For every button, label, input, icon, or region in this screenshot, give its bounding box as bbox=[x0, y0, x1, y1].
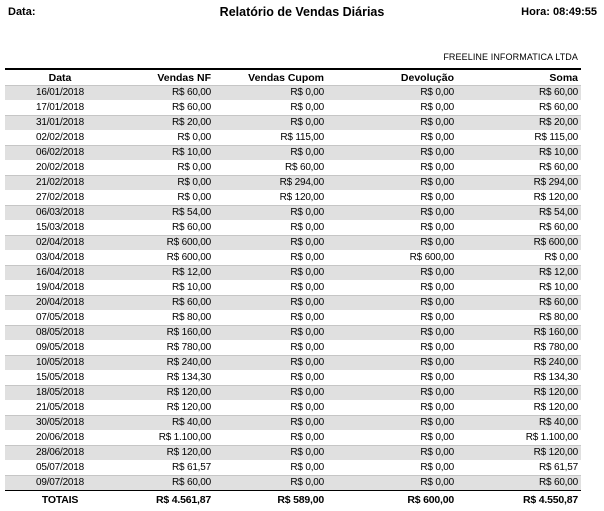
soma-cell: R$ 54,00 bbox=[539, 207, 578, 218]
date-cell: 19/04/2018 bbox=[35, 282, 85, 293]
table-row bbox=[5, 325, 581, 340]
vendas-cupom-cell: R$ 0,00 bbox=[290, 222, 324, 233]
table-row bbox=[5, 355, 581, 370]
vendas-cupom-cell: R$ 0,00 bbox=[290, 417, 324, 428]
vendas-nf-cell: R$ 600,00 bbox=[166, 237, 211, 248]
table-header-row bbox=[5, 69, 581, 85]
date-cell: 06/02/2018 bbox=[35, 147, 85, 158]
devolucao-cell: R$ 0,00 bbox=[420, 162, 454, 173]
vendas-cupom-cell: R$ 0,00 bbox=[290, 357, 324, 368]
soma-cell: R$ 120,00 bbox=[533, 387, 578, 398]
table-header bbox=[5, 69, 581, 85]
devolucao-cell: R$ 0,00 bbox=[420, 297, 454, 308]
soma-cell: R$ 120,00 bbox=[533, 402, 578, 413]
date-cell: 02/04/2018 bbox=[35, 237, 85, 248]
date-cell: 21/02/2018 bbox=[35, 177, 85, 188]
table-row bbox=[5, 280, 581, 295]
table-row bbox=[5, 295, 581, 310]
soma-cell: R$ 780,00 bbox=[533, 342, 578, 353]
vendas-cupom-cell: R$ 0,00 bbox=[290, 207, 324, 218]
table-row bbox=[5, 190, 581, 205]
soma-cell: R$ 60,00 bbox=[539, 162, 578, 173]
soma-cell: R$ 240,00 bbox=[533, 357, 578, 368]
vendas-cupom-cell: R$ 294,00 bbox=[279, 177, 324, 188]
devolucao-cell: R$ 0,00 bbox=[420, 237, 454, 248]
date-cell: 15/03/2018 bbox=[35, 222, 85, 233]
vendas-nf-cell: R$ 40,00 bbox=[172, 417, 211, 428]
total-vendas-nf: R$ 4.561,87 bbox=[115, 491, 214, 509]
table-row bbox=[5, 475, 581, 491]
vendas-cupom-cell: R$ 0,00 bbox=[290, 282, 324, 293]
soma-cell: R$ 134,30 bbox=[533, 372, 578, 383]
vendas-nf-cell: R$ 12,00 bbox=[172, 267, 211, 278]
soma-cell: R$ 115,00 bbox=[534, 132, 578, 143]
soma-cell: R$ 600,00 bbox=[533, 237, 578, 248]
date-cell: 21/05/2018 bbox=[35, 402, 85, 413]
devolucao-cell: R$ 0,00 bbox=[420, 312, 454, 323]
devolucao-cell: R$ 0,00 bbox=[420, 372, 454, 383]
table-row bbox=[5, 430, 581, 445]
vendas-nf-cell: R$ 60,00 bbox=[172, 222, 211, 233]
date-cell: 30/05/2018 bbox=[35, 417, 85, 428]
date-cell: 09/07/2018 bbox=[35, 477, 85, 488]
table-row bbox=[5, 130, 581, 145]
vendas-cupom-cell: R$ 0,00 bbox=[290, 342, 324, 353]
vendas-cupom-cell: R$ 0,00 bbox=[290, 402, 324, 413]
vendas-nf-cell: R$ 160,00 bbox=[166, 327, 211, 338]
vendas-cupom-cell: R$ 0,00 bbox=[290, 372, 324, 383]
vendas-cupom-cell: R$ 0,00 bbox=[290, 87, 324, 98]
devolucao-cell: R$ 0,00 bbox=[420, 192, 454, 203]
soma-cell: R$ 60,00 bbox=[539, 102, 578, 113]
vendas-nf-cell: R$ 780,00 bbox=[166, 342, 211, 353]
table-row bbox=[5, 160, 581, 175]
vendas-nf-cell: R$ 60,00 bbox=[172, 477, 211, 488]
table-body bbox=[5, 85, 581, 491]
date-cell: 03/04/2018 bbox=[35, 252, 85, 263]
table-row bbox=[5, 370, 581, 385]
vendas-cupom-cell: R$ 115,00 bbox=[280, 132, 324, 143]
vendas-nf-cell: R$ 0,00 bbox=[177, 192, 211, 203]
date-cell: 27/02/2018 bbox=[35, 192, 85, 203]
vendas-nf-cell: R$ 20,00 bbox=[172, 117, 211, 128]
devolucao-cell: R$ 0,00 bbox=[420, 117, 454, 128]
report-date-label: Data: bbox=[8, 6, 36, 18]
date-cell: 05/07/2018 bbox=[35, 462, 85, 473]
devolucao-cell: R$ 0,00 bbox=[420, 432, 454, 443]
devolucao-cell: R$ 0,00 bbox=[420, 342, 454, 353]
soma-cell: R$ 10,00 bbox=[539, 282, 578, 293]
vendas-nf-cell: R$ 61,57 bbox=[172, 462, 211, 473]
date-cell: 16/04/2018 bbox=[35, 267, 85, 278]
vendas-nf-cell: R$ 10,00 bbox=[172, 147, 211, 158]
vendas-cupom-cell: R$ 0,00 bbox=[290, 462, 324, 473]
vendas-nf-cell: R$ 134,30 bbox=[166, 372, 211, 383]
total-devolucao: R$ 600,00 bbox=[327, 491, 457, 509]
vendas-nf-cell: R$ 0,00 bbox=[177, 177, 211, 188]
soma-cell: R$ 120,00 bbox=[533, 447, 578, 458]
vendas-nf-cell: R$ 60,00 bbox=[172, 87, 211, 98]
vendas-cupom-cell: R$ 0,00 bbox=[290, 312, 324, 323]
table-row bbox=[5, 460, 581, 475]
vendas-cupom-cell: R$ 0,00 bbox=[290, 297, 324, 308]
devolucao-cell: R$ 0,00 bbox=[420, 417, 454, 428]
vendas-nf-cell: R$ 80,00 bbox=[172, 312, 211, 323]
date-cell: 10/05/2018 bbox=[35, 357, 85, 368]
devolucao-cell: R$ 0,00 bbox=[420, 222, 454, 233]
table-row bbox=[5, 415, 581, 430]
table-row bbox=[5, 145, 581, 160]
devolucao-cell: R$ 0,00 bbox=[420, 177, 454, 188]
vendas-cupom-cell: R$ 0,00 bbox=[290, 432, 324, 443]
vendas-nf-cell: R$ 240,00 bbox=[166, 357, 211, 368]
date-cell: 15/05/2018 bbox=[35, 372, 85, 383]
date-cell: 08/05/2018 bbox=[35, 327, 85, 338]
soma-cell: R$ 60,00 bbox=[539, 477, 578, 488]
date-cell: 09/05/2018 bbox=[35, 342, 85, 353]
report-header bbox=[0, 0, 604, 22]
table-footer bbox=[5, 491, 581, 509]
company-name: FREELINE INFORMATICA LTDA bbox=[443, 52, 578, 62]
table-row bbox=[5, 220, 581, 235]
table-row bbox=[5, 250, 581, 265]
column-header-devolucao: Devolução bbox=[400, 71, 454, 84]
total-soma: R$ 4.550,87 bbox=[457, 491, 581, 509]
soma-cell: R$ 40,00 bbox=[539, 417, 578, 428]
sales-table bbox=[5, 68, 581, 508]
devolucao-cell: R$ 0,00 bbox=[420, 207, 454, 218]
vendas-cupom-cell: R$ 0,00 bbox=[290, 477, 324, 488]
vendas-cupom-cell: R$ 0,00 bbox=[290, 102, 324, 113]
table-row bbox=[5, 85, 581, 100]
vendas-nf-cell: R$ 120,00 bbox=[166, 387, 211, 398]
devolucao-cell: R$ 0,00 bbox=[420, 147, 454, 158]
devolucao-cell: R$ 0,00 bbox=[420, 102, 454, 113]
column-header-vendas-nf: Vendas NF bbox=[157, 71, 211, 84]
vendas-cupom-cell: R$ 120,00 bbox=[279, 192, 324, 203]
table-row bbox=[5, 400, 581, 415]
vendas-cupom-cell: R$ 0,00 bbox=[290, 447, 324, 458]
table-row bbox=[5, 310, 581, 325]
vendas-cupom-cell: R$ 0,00 bbox=[290, 327, 324, 338]
vendas-nf-cell: R$ 0,00 bbox=[177, 162, 211, 173]
soma-cell: R$ 61,57 bbox=[539, 462, 578, 473]
devolucao-cell: R$ 0,00 bbox=[420, 267, 454, 278]
vendas-cupom-cell: R$ 0,00 bbox=[290, 117, 324, 128]
date-cell: 31/01/2018 bbox=[35, 117, 85, 128]
vendas-cupom-cell: R$ 0,00 bbox=[290, 387, 324, 398]
report-time-label: Hora: 08:49:55 bbox=[521, 6, 597, 18]
soma-cell: R$ 60,00 bbox=[539, 222, 578, 233]
soma-cell: R$ 1.100,00 bbox=[525, 432, 578, 443]
vendas-nf-cell: R$ 120,00 bbox=[166, 402, 211, 413]
page-title: Relatório de Vendas Diárias bbox=[219, 5, 385, 19]
date-cell: 20/02/2018 bbox=[35, 162, 85, 173]
devolucao-cell: R$ 0,00 bbox=[420, 132, 454, 143]
date-cell: 17/01/2018 bbox=[35, 102, 85, 113]
total-vendas-cupom: R$ 589,00 bbox=[214, 491, 327, 509]
vendas-nf-cell: R$ 600,00 bbox=[166, 252, 211, 263]
devolucao-cell: R$ 0,00 bbox=[420, 282, 454, 293]
table-row bbox=[5, 235, 581, 250]
vendas-nf-cell: R$ 1.100,00 bbox=[158, 432, 211, 443]
date-cell: 20/06/2018 bbox=[35, 432, 85, 443]
date-cell: 16/01/2018 bbox=[35, 87, 85, 98]
table-row bbox=[5, 115, 581, 130]
table-row bbox=[5, 340, 581, 355]
date-cell: 28/06/2018 bbox=[35, 447, 85, 458]
devolucao-cell: R$ 0,00 bbox=[420, 447, 454, 458]
date-cell: 07/05/2018 bbox=[35, 312, 85, 323]
vendas-nf-cell: R$ 60,00 bbox=[172, 102, 211, 113]
column-header-vendas-cupom: Vendas Cupom bbox=[248, 71, 324, 84]
table-row bbox=[5, 385, 581, 400]
totals-label: TOTAIS bbox=[5, 491, 115, 509]
soma-cell: R$ 160,00 bbox=[533, 327, 578, 338]
date-cell: 20/04/2018 bbox=[35, 297, 85, 308]
date-cell: 18/05/2018 bbox=[35, 387, 85, 398]
soma-cell: R$ 0,00 bbox=[544, 252, 578, 263]
soma-cell: R$ 60,00 bbox=[539, 297, 578, 308]
devolucao-cell: R$ 0,00 bbox=[420, 327, 454, 338]
soma-cell: R$ 80,00 bbox=[539, 312, 578, 323]
column-header-soma: Soma bbox=[549, 71, 578, 84]
vendas-nf-cell: R$ 60,00 bbox=[172, 297, 211, 308]
devolucao-cell: R$ 0,00 bbox=[420, 387, 454, 398]
vendas-cupom-cell: R$ 0,00 bbox=[290, 252, 324, 263]
table-row bbox=[5, 175, 581, 190]
soma-cell: R$ 60,00 bbox=[539, 87, 578, 98]
table-row bbox=[5, 265, 581, 280]
devolucao-cell: R$ 0,00 bbox=[420, 462, 454, 473]
vendas-nf-cell: R$ 0,00 bbox=[177, 132, 211, 143]
date-cell: 02/02/2018 bbox=[35, 132, 85, 143]
vendas-nf-cell: R$ 10,00 bbox=[172, 282, 211, 293]
table-row bbox=[5, 205, 581, 220]
soma-cell: R$ 10,00 bbox=[539, 147, 578, 158]
devolucao-cell: R$ 0,00 bbox=[420, 402, 454, 413]
soma-cell: R$ 294,00 bbox=[533, 177, 578, 188]
vendas-nf-cell: R$ 54,00 bbox=[172, 207, 211, 218]
vendas-cupom-cell: R$ 0,00 bbox=[290, 267, 324, 278]
soma-cell: R$ 120,00 bbox=[533, 192, 578, 203]
table-row bbox=[5, 100, 581, 115]
devolucao-cell: R$ 0,00 bbox=[420, 87, 454, 98]
vendas-cupom-cell: R$ 0,00 bbox=[290, 147, 324, 158]
soma-cell: R$ 20,00 bbox=[539, 117, 578, 128]
vendas-nf-cell: R$ 120,00 bbox=[166, 447, 211, 458]
table-row bbox=[5, 445, 581, 460]
devolucao-cell: R$ 600,00 bbox=[409, 252, 454, 263]
column-header-date: Data bbox=[48, 71, 72, 84]
date-cell: 06/03/2018 bbox=[35, 207, 85, 218]
soma-cell: R$ 12,00 bbox=[539, 267, 578, 278]
vendas-cupom-cell: R$ 0,00 bbox=[290, 237, 324, 248]
devolucao-cell: R$ 0,00 bbox=[420, 357, 454, 368]
totals-row bbox=[5, 491, 581, 509]
devolucao-cell: R$ 0,00 bbox=[420, 477, 454, 488]
vendas-cupom-cell: R$ 60,00 bbox=[285, 162, 324, 173]
